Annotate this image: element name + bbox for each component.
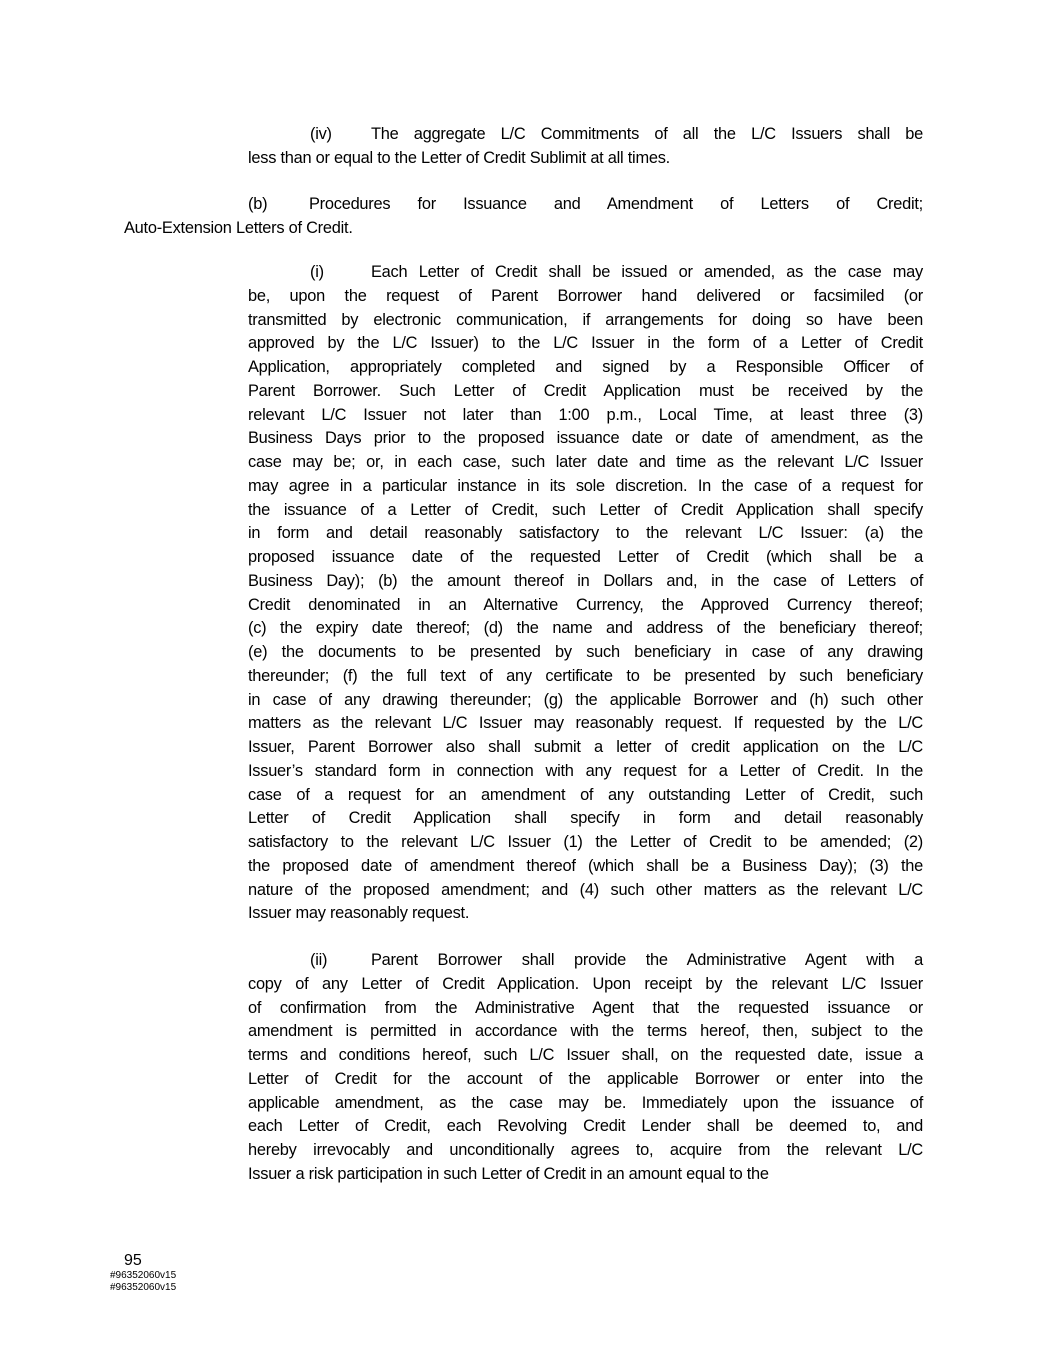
text-line: Issuer’s standard form in connection with any request for a Letter of Credit. In the — [248, 761, 923, 780]
text-line: Issuer, Parent Borrower also shall submit a letter of credit application on the L/C — [248, 738, 923, 756]
text-line: (iv) The aggregate L/C Commitments of all the L/C Issuers shall be — [310, 125, 923, 143]
text-line: applicable amendment, as the case may be. Immediately upon the issuance of — [248, 1093, 923, 1112]
document-code: #96352060v15 — [110, 1270, 177, 1281]
text-line: matters as the relevant L/C Issuer may reasonably request. If requested by the L/C — [248, 714, 923, 733]
text-line: transmitted by electronic communication, if arrangements for doing so have been — [248, 310, 923, 329]
page-footer — [110, 1252, 176, 1294]
text-line: proposed issuance date of the requested Letter of Credit (which shall be a — [248, 548, 923, 566]
text-line: less than or equal to the Letter of Credit Sublimit at all times. — [248, 148, 670, 167]
text-line: Issuer a risk participation in such Letter of Credit in an amount equal to the — [248, 1164, 769, 1183]
text-line: in case of any drawing thereunder; (g) the applicable Borrower and (h) such other — [248, 690, 923, 709]
text-line: (ii) Parent Borrower shall provide the Administrative Agent with a — [310, 951, 923, 969]
text-line: Issuer may reasonably request. — [248, 904, 470, 923]
text-line: Parent Borrower. Such Letter of Credit Application must be received by the — [248, 381, 923, 400]
paragraph-iv — [248, 123, 923, 171]
paragraph-b — [124, 193, 923, 241]
text-line: the proposed date of amendment thereof (which shall be a Business Day); (3) the — [248, 856, 923, 875]
text-line: be, upon the request of Parent Borrower hand delivered or facsimiled (or — [248, 286, 923, 305]
text-line: amendment is permitted in accordance with the terms hereof, then, subject to the — [248, 1022, 923, 1041]
text-line: (c) the expiry date thereof; (d) the name and address of the beneficiary thereof; — [248, 619, 923, 638]
text-line: Auto-Extension Letters of Credit. — [124, 218, 353, 237]
text-line: Application, appropriately completed and signed by a Responsible Officer of — [248, 358, 923, 376]
text-line: Letter of Credit for the account of the applicable Borrower or enter into the — [248, 1069, 923, 1088]
text-line: hereby irrevocably and unconditionally agrees to, acquire from the relevant L/C — [248, 1141, 923, 1159]
document-code: #96352060v15 — [110, 1282, 177, 1293]
text-line: relevant L/C Issuer not later than 1:00 p.m., Local Time, at least three (3) — [248, 405, 923, 424]
text-line: satisfactory to the relevant L/C Issuer (1) the Letter of Credit to be amended; (2) — [248, 833, 923, 851]
text-line: (b) Procedures for Issuance and Amendment of Letters of Credit; — [248, 195, 923, 213]
text-line: copy of any Letter of Credit Application. Upon receipt by the relevant L/C Issuer — [248, 974, 923, 993]
paragraph-ii — [248, 949, 923, 1187]
text-line: thereunder; (f) the full text of any certificate to be presented by such beneficiary — [248, 666, 923, 685]
text-line: in form and detail reasonably satisfactory to the relevant L/C Issuer: (a) the — [248, 524, 923, 543]
text-line: Letter of Credit Application shall specify in form and detail reasonably — [248, 809, 923, 828]
text-line: nature of the proposed amendment; and (4) such other matters as the relevant L/C — [248, 880, 923, 899]
text-line: terms and conditions hereof, such L/C Issuer shall, on the requested date, issue a — [248, 1046, 923, 1064]
text-line: each Letter of Credit, each Revolving Credit Lender shall be deemed to, and — [248, 1117, 923, 1136]
text-line: the issuance of a Letter of Credit, such Letter of Credit Application shall specify — [248, 500, 923, 519]
paragraph-i — [248, 261, 923, 926]
page-number: 95 — [124, 1252, 142, 1269]
text-line: approved by the L/C Issuer) to the L/C Issuer in the form of a Letter of Credit — [248, 334, 923, 353]
text-line: (i) Each Letter of Credit shall be issued or amended, as the case may — [310, 263, 923, 281]
text-line: case may be; or, in each case, such later date and time as the relevant L/C Issuer — [248, 453, 923, 471]
text-line: Business Days prior to the proposed issuance date or date of amendment, as the — [248, 429, 923, 448]
text-line: of confirmation from the Administrative Agent that the requested issuance or — [248, 998, 923, 1017]
text-line: Business Day); (b) the amount thereof in Dollars and, in the case of Letters of — [248, 571, 923, 590]
text-line: (e) the documents to be presented by such beneficiary in case of any drawing — [248, 643, 923, 661]
text-line: Credit denominated in an Alternative Currency, the Approved Currency thereof; — [248, 595, 923, 614]
text-line: case of a request for an amendment of any outstanding Letter of Credit, such — [248, 785, 923, 804]
text-line: may agree in a particular instance in its sole discretion. In the case of a request for — [248, 476, 923, 495]
